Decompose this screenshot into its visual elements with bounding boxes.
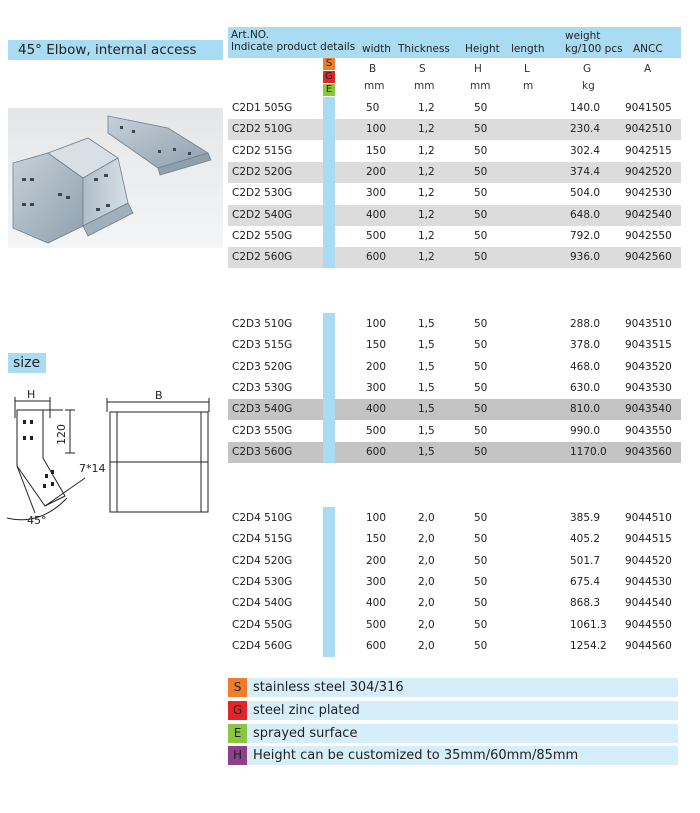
cell-weight: 288.0 [570,318,601,330]
cell-art-no: C2D2 530G [232,187,293,200]
code-s-box: S [323,58,335,70]
cell-art-no: C2D3 530G [232,381,293,394]
cell-weight: 385.9 [570,512,601,524]
cell-weight: 374.4 [570,165,601,178]
cell-height: 50 [474,144,488,157]
table-row [228,399,681,420]
cell-weight: 468.0 [570,360,601,373]
cell-ancc: 9042530 [625,187,672,200]
table-row [228,226,681,247]
cell-art-no: C2D1 505G [232,102,293,114]
cell-weight: 990.0 [570,424,601,437]
cell-width: 500 [366,229,387,242]
table-row [228,183,681,204]
cell-width: 150 [366,144,387,157]
header-indicate: Indicate product details [231,41,356,53]
cell-ancc: 9042560 [625,251,672,264]
legend-item [228,678,678,697]
table-row [228,615,681,636]
cell-weight: 230.4 [570,123,601,136]
cell-weight: 140.0 [570,102,601,114]
cell-height: 50 [474,339,488,352]
cell-height: 50 [474,618,488,631]
table-row [228,141,681,162]
cell-width: 100 [366,123,387,136]
cell-weight: 792.0 [570,229,601,242]
cell-ancc: 9043540 [625,403,672,416]
table-row [228,119,681,140]
table-row [228,357,681,378]
cell-width: 600 [366,445,387,458]
cell-thickness: 1,5 [418,318,435,330]
cell-height: 50 [474,318,488,330]
dim-h-label: H [27,388,36,401]
table-row [228,205,681,226]
cell-ancc: 9042520 [625,165,672,178]
cell-thickness: 2,0 [418,639,435,652]
cell-thickness: 1,2 [418,208,435,221]
dim-b-label: B [155,389,163,402]
table-subheader [228,58,681,98]
code-e-box: E [323,84,335,96]
table-row [228,162,681,183]
cell-height: 50 [474,208,488,221]
symbol-g: G [583,63,592,75]
header-height: Height [465,43,500,55]
cell-thickness: 1,5 [418,339,435,352]
cell-weight: 302.4 [570,144,601,157]
cell-weight: 1254.2 [570,639,607,652]
cell-thickness: 2,0 [418,512,435,524]
cell-ancc: 9043530 [625,381,672,394]
cell-width: 100 [366,318,387,330]
cell-thickness: 2,0 [418,533,435,546]
cell-ancc: 9043520 [625,360,672,373]
cell-thickness: 1,2 [418,123,435,136]
cell-height: 50 [474,403,488,416]
top-view-drawing [105,388,217,518]
code-g-box: G [323,71,335,83]
cell-art-no: C2D2 520G [232,165,293,178]
cell-width: 600 [366,251,387,264]
cell-width: 300 [366,575,387,588]
unit-h: mm [470,80,491,92]
cell-ancc: 9044550 [625,618,672,631]
cell-art-no: C2D3 515G [232,339,293,352]
cell-ancc: 9044520 [625,554,672,567]
cell-height: 50 [474,533,488,546]
cell-weight: 504.0 [570,187,601,200]
cell-ancc: 9044510 [625,512,672,524]
cell-art-no: C2D3 540G [232,403,293,416]
legend-item [228,746,678,765]
cell-height: 50 [474,251,488,264]
cell-thickness: 1,5 [418,445,435,458]
unit-l: m [523,80,534,92]
legend-code-badge: S [228,678,247,697]
cell-weight: 1170.0 [570,445,607,458]
cell-art-no: C2D4 550G [232,618,293,631]
legend-text: steel zinc plated [253,703,360,718]
legend-text: stainless steel 304/316 [253,680,404,695]
symbol-h: H [474,63,482,75]
legend-code-badge: G [228,701,247,720]
dim-hole-label: 7*14 [79,462,106,475]
cell-art-no: C2D2 560G [232,251,293,264]
cell-thickness: 2,0 [418,597,435,610]
table-row [228,247,681,268]
cell-weight: 1061.3 [570,618,607,631]
cell-thickness: 1,2 [418,251,435,264]
header-art-no: Art.NO. [231,29,269,41]
cell-width: 200 [366,360,387,373]
cell-width: 600 [366,639,387,652]
cell-width: 150 [366,339,387,352]
cell-height: 50 [474,360,488,373]
cell-art-no: C2D2 510G [232,123,293,136]
legend-item [228,701,678,720]
cell-ancc: 9044530 [625,575,672,588]
cell-thickness: 1,2 [418,229,435,242]
cell-art-no: C2D2 540G [232,208,293,221]
cell-width: 300 [366,381,387,394]
page-title: 45° Elbow, internal access [8,40,223,60]
cell-height: 50 [474,165,488,178]
cell-height: 50 [474,597,488,610]
cell-weight: 675.4 [570,575,601,588]
cell-height: 50 [474,554,488,567]
header-weight-unit: kg/100 pcs [565,43,623,55]
symbol-b: B [369,63,377,75]
cell-thickness: 1,2 [418,102,435,114]
symbol-l: L [524,63,530,75]
finish-column-stripe-1 [323,97,335,268]
cell-weight: 630.0 [570,381,601,394]
legend-text: Height can be customized to 35mm/60mm/85mm [253,748,579,763]
cell-height: 50 [474,424,488,437]
cell-width: 400 [366,403,387,416]
cell-height: 50 [474,187,488,200]
cell-thickness: 1,2 [418,165,435,178]
cell-width: 150 [366,533,387,546]
unit-g: kg [582,80,595,92]
table-row [228,572,681,593]
cell-weight: 868.3 [570,597,601,610]
dim-angle-label: 45° [27,514,47,527]
cell-thickness: 1,2 [418,144,435,157]
cell-art-no: C2D3 510G [232,318,293,330]
cell-height: 50 [474,381,488,394]
cell-width: 500 [366,618,387,631]
cell-width: 400 [366,208,387,221]
cell-weight: 936.0 [570,251,601,264]
cell-thickness: 1,5 [418,381,435,394]
cell-art-no: C2D3 520G [232,360,293,373]
table-row [228,98,681,119]
cell-weight: 501.7 [570,554,601,567]
header-length: length [511,43,545,55]
cell-art-no: C2D4 520G [232,554,293,567]
legend-item [228,724,678,743]
side-view-drawing [5,388,115,533]
header-width: width [362,43,391,55]
cell-width: 300 [366,187,387,200]
cell-width: 50 [366,102,380,114]
cell-art-no: C2D4 510G [232,512,293,524]
table-row [228,636,681,657]
cell-thickness: 2,0 [418,554,435,567]
table-row [228,314,681,335]
finish-column-stripe-2 [323,313,335,463]
dim-120-label: 120 [55,424,68,445]
header-weight: weight [565,30,601,42]
cell-width: 400 [366,597,387,610]
cell-height: 50 [474,229,488,242]
unit-b: mm [364,80,385,92]
cell-width: 200 [366,554,387,567]
cell-ancc: 9042510 [625,123,672,136]
cell-ancc: 9042515 [625,144,672,157]
cell-height: 50 [474,512,488,524]
cell-weight: 378.0 [570,339,601,352]
size-label: size [8,353,46,373]
cell-weight: 648.0 [570,208,601,221]
cell-weight: 810.0 [570,403,601,416]
cell-ancc: 9042540 [625,208,672,221]
cell-height: 50 [474,102,488,114]
symbol-a: A [644,63,652,75]
cell-thickness: 2,0 [418,618,435,631]
product-photo [8,108,223,248]
legend-text: sprayed surface [253,726,358,741]
symbol-s: S [419,63,426,75]
table-row [228,421,681,442]
cell-ancc: 9043515 [625,339,672,352]
cell-ancc: 9044540 [625,597,672,610]
cell-height: 50 [474,639,488,652]
cell-ancc: 9041505 [625,102,672,114]
legend-code-badge: H [228,746,247,765]
cell-width: 200 [366,165,387,178]
cell-height: 50 [474,445,488,458]
cell-ancc: 9043510 [625,318,672,330]
table-row [228,335,681,356]
cell-thickness: 1,5 [418,360,435,373]
table-row [228,508,681,529]
cell-height: 50 [474,123,488,136]
cell-art-no: C2D4 515G [232,533,293,546]
finish-column-stripe-3 [323,507,335,657]
cell-art-no: C2D4 540G [232,597,293,610]
unit-s: mm [414,80,435,92]
table-row [228,593,681,614]
cell-ancc: 9044560 [625,639,672,652]
table-row [228,442,681,463]
cell-ancc: 9042550 [625,229,672,242]
cell-width: 100 [366,512,387,524]
cell-height: 50 [474,575,488,588]
cell-art-no: C2D2 550G [232,229,293,242]
table-header [228,27,681,58]
cell-thickness: 1,5 [418,424,435,437]
cell-width: 500 [366,424,387,437]
cell-thickness: 1,2 [418,187,435,200]
cell-weight: 405.2 [570,533,601,546]
header-ancc: ANCC [633,43,663,55]
table-row [228,551,681,572]
table-row [228,378,681,399]
legend-code-badge: E [228,724,247,743]
cell-ancc: 9044515 [625,533,672,546]
table-row [228,529,681,550]
cell-art-no: C2D2 515G [232,144,293,157]
cell-art-no: C2D4 560G [232,639,293,652]
cell-art-no: C2D3 550G [232,424,293,437]
header-thickness: Thickness [398,43,450,55]
cell-art-no: C2D3 560G [232,445,293,458]
cell-art-no: C2D4 530G [232,575,293,588]
cell-thickness: 1,5 [418,403,435,416]
cell-ancc: 9043550 [625,424,672,437]
cell-ancc: 9043560 [625,445,672,458]
cell-thickness: 2,0 [418,575,435,588]
